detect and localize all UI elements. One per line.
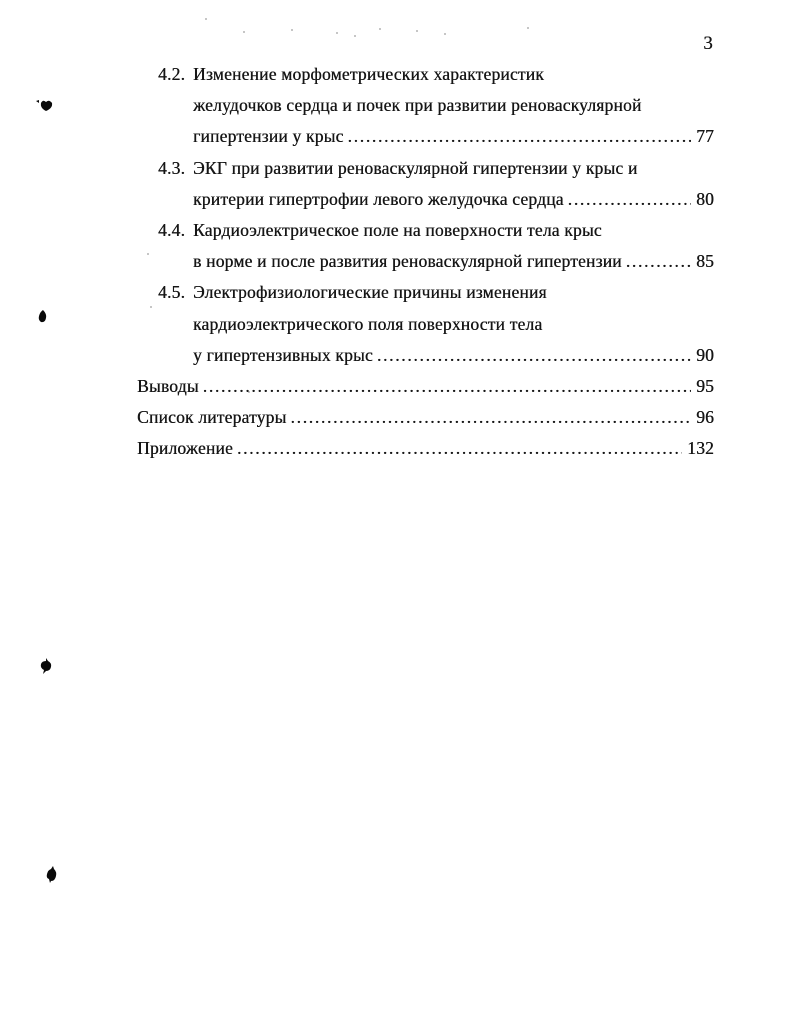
section-number: 4.4. [158,220,186,241]
section-number: 4.3. [158,157,186,178]
scan-speck [444,33,446,35]
scan-speck [336,32,338,34]
toc-entry-text-line: ЭКГ при развитии реноваскулярной гипертензии у крыс и [193,157,638,178]
ink-blob-artifact [38,310,49,324]
toc-entry-text-line: Изменение морфометрических характеристик [193,64,544,84]
toc-entry-text-line: Список литературы [137,407,287,428]
toc-entry-conclusions [137,371,714,402]
toc-entry-appendix [137,433,714,464]
toc-entry-text-line: Выводы [137,376,199,397]
toc-entry-text-line: Приложение [137,438,233,459]
scan-speck [416,30,418,32]
dot-leader [626,246,691,277]
toc-entry-text-line: Электрофизиологические причины изменения [193,282,547,303]
toc-entry-4-5 [137,277,714,371]
table-of-contents [137,59,714,465]
toc-entry-bibliography [137,402,714,433]
scan-speck [527,27,529,29]
toc-entry-text-line: гипертензии у крыс [193,126,344,147]
toc-entry-4-4 [137,215,714,277]
dot-leader [237,433,682,464]
toc-entry-text-line: у гипертензивных крыс [193,344,373,365]
dot-leader [377,340,691,371]
section-number: 4.2. [158,64,186,84]
scan-speck [379,28,381,30]
toc-entry-page-number: 85 [696,251,714,272]
ink-blob-artifact [46,866,58,883]
toc-entry-text-line: критерии гипертрофии левого желудочка сердца [193,188,564,209]
toc-entry-page-number: 95 [696,376,714,397]
toc-entry-text-line: желудочков сердца и почек при развитии реноваскулярной [193,95,642,116]
scan-speck [291,29,293,31]
page-number: 3 [703,33,713,54]
section-number: 4.5. [158,282,186,303]
toc-entry-text-line: в норме и после развития реноваскулярной гипертензии [193,251,622,272]
dot-leader [568,184,691,215]
toc-entry-page-number: 132 [687,438,714,459]
toc-entry-4-2 [137,59,714,153]
dot-leader [290,402,691,433]
toc-entry-text-line: кардиоэлектрического поля поверхности тела [193,313,543,334]
toc-entry-page-number: 90 [696,344,714,365]
ink-blob-artifact [36,99,54,112]
toc-entry-page-number: 96 [696,407,714,428]
scan-speck [354,35,356,37]
dot-leader [348,121,692,152]
toc-entry-page-number: 77 [696,126,714,147]
toc-entry-page-number: 80 [696,188,714,209]
toc-entry-text-line: Кардиоэлектрическое поле на поверхности тела крыс [193,220,602,241]
dot-leader [203,371,691,402]
toc-entry-4-3 [137,153,714,215]
scan-speck [205,18,207,20]
scan-speck [243,31,245,33]
ink-blob-artifact [40,658,53,675]
